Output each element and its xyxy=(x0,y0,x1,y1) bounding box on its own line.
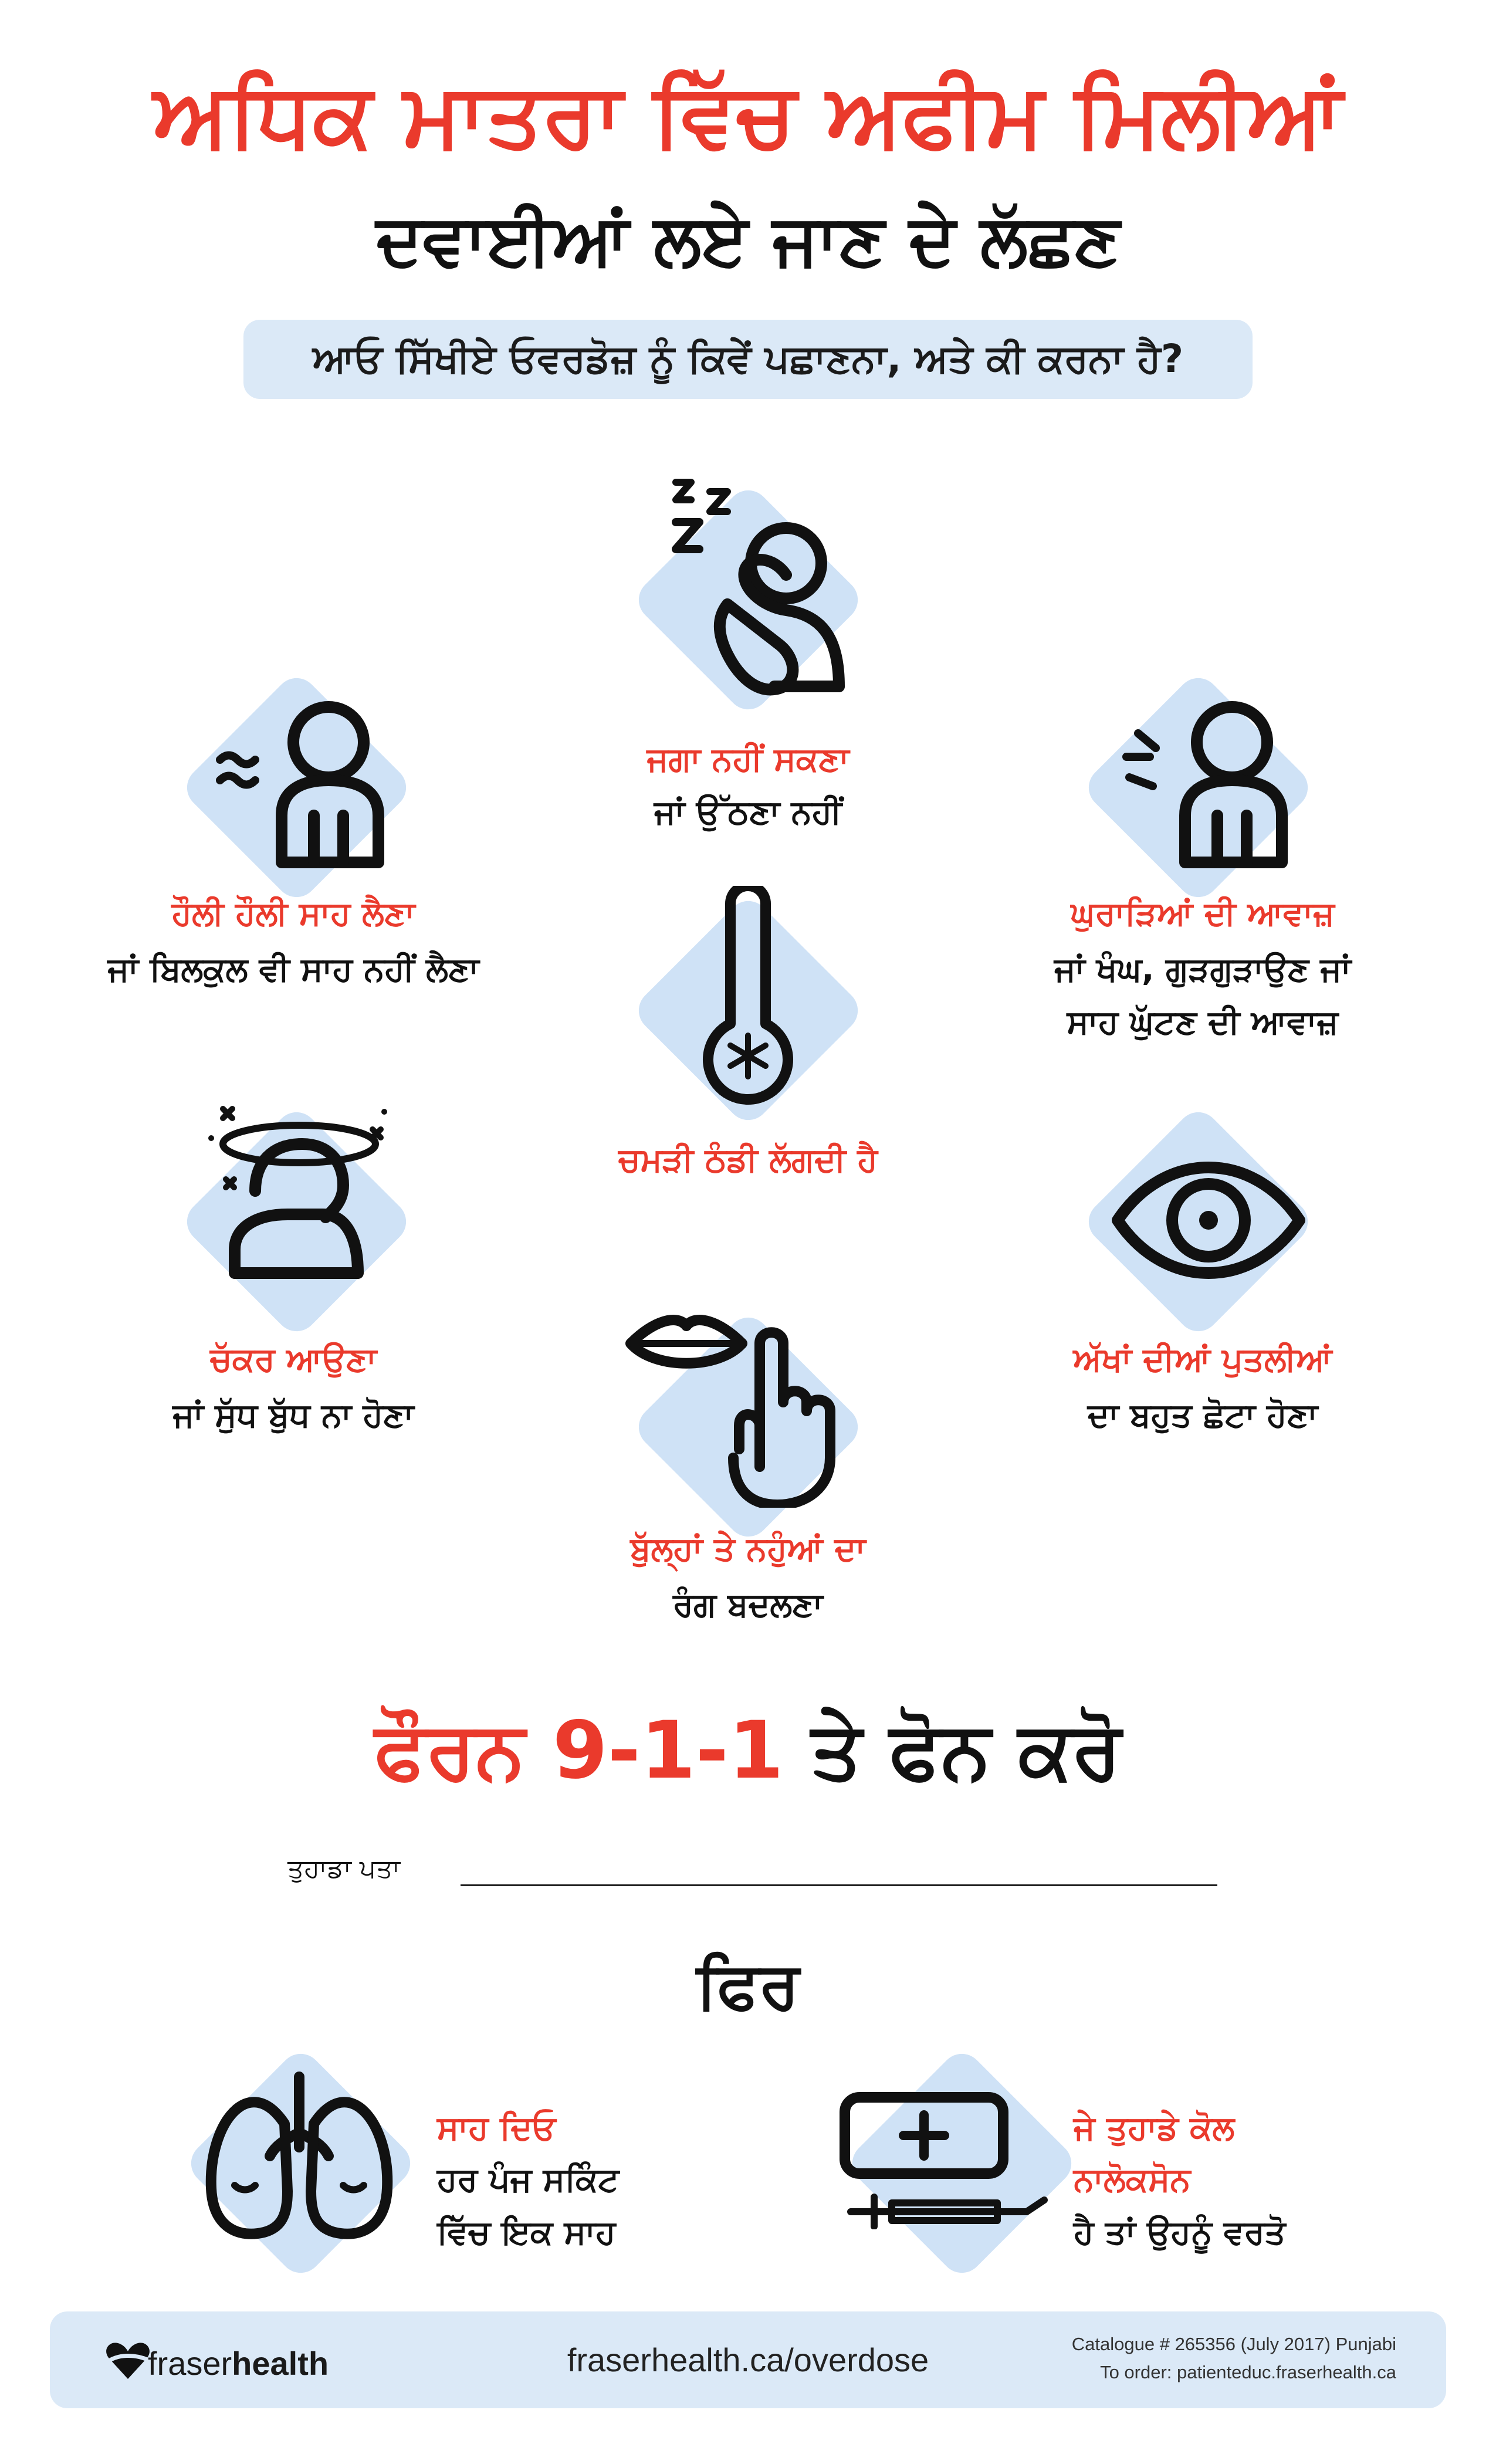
lips-label-red: ਬੁੱਲ੍ਹਾਂ ਤੇ ਨਹੁੰਆਂ ਦਾ xyxy=(630,1530,866,1568)
sleeping-person-icon xyxy=(663,469,862,704)
footer-url[interactable]: fraserhealth.ca/overdose xyxy=(567,2341,929,2378)
cold-skin-label-red: ਚਮੜੀ ਠੰਡੀ ਲੱਗਦੀ ਹੈ xyxy=(618,1141,878,1179)
naloxone-kit-icon xyxy=(839,2089,1050,2229)
lungs-icon xyxy=(202,2068,396,2244)
breathe-label-black-2: ਵਿੱਚ ਇਕ ਸਾਹ xyxy=(437,2213,616,2252)
gurgling-label-black-2: ਸਾਹ ਘੁੱਟਣ ਦੀ ਆਵਾਜ਼ xyxy=(1067,1003,1339,1041)
lips-finger-icon xyxy=(622,1308,868,1508)
slow-breathing-person-icon xyxy=(211,686,399,874)
dizzy-label-black: ਜਾਂ ਸੁੱਧ ਬੁੱਧ ਨਾ ਹੋਣਾ xyxy=(172,1396,414,1434)
breathing-label-black: ਜਾਂ ਬਿਲਕੁਲ ਵੀ ਸਾਹ ਨਹੀਂ ਲੈਣਾ xyxy=(107,950,479,989)
call-911-heading xyxy=(0,1704,1496,1798)
call-number: 9-1-1 xyxy=(552,1704,784,1796)
catalogue-info xyxy=(997,2330,1396,2387)
title-line-2: ਦਵਾਈਆਂ ਲਏ ਜਾਣ ਦੇ ਲੱਛਣ xyxy=(376,199,1120,281)
coughing-person-icon xyxy=(1115,686,1302,874)
breathe-label-red: ਸਾਹ ਦਿਓ xyxy=(437,2109,556,2147)
pupils-label-red: ਅੱਖਾਂ ਦੀਆਂ ਪੁਤਲੀਆਂ xyxy=(1073,1341,1332,1379)
sleep-label-red: ਜਗਾ ਨਹੀਂ ਸਕਣਾ xyxy=(647,740,849,779)
dizzy-person-icon xyxy=(199,1097,399,1291)
sleep-label-black: ਜਾਂ ਉੱਠਣਾ ਨਹੀਂ xyxy=(654,793,842,831)
logo-text-light: fraser xyxy=(148,2345,232,2382)
naloxone-label-red-2: ਨਾਲੋਕਸੋਨ xyxy=(1074,2161,1191,2199)
call-now-text: ਫੌਰਨ xyxy=(374,1704,553,1796)
dizzy-label-red: ਚੱਕਰ ਆਉਣਾ xyxy=(209,1341,377,1379)
then-heading: ਫਿਰ xyxy=(696,1948,800,2023)
address-line xyxy=(461,1884,1217,1886)
naloxone-label-red-1: ਜੇ ਤੁਹਾਡੇ ਕੋਲ xyxy=(1074,2109,1235,2147)
gurgling-label-black-1: ਜਾਂ ਖੰਘ, ਗੁੜਗੁੜਾਉਣ ਜਾਂ xyxy=(1054,950,1351,989)
subtitle-text: ਆਓ ਸਿੱਖੀਏ ਓਵਰਡੋਜ਼ ਨੂੰ ਕਿਵੇਂ ਪਛਾਣਨਾ, ਅਤੇ ਕੀ ਕਰਨਾ ਹੈ? xyxy=(312,336,1184,381)
breathe-label-black-1: ਹਰ ਪੰਜ ਸਕਿੰਟ xyxy=(437,2161,620,2199)
catalogue-number: Catalogue # 265356 (July 2017) Punjabi xyxy=(1071,2334,1396,2354)
subtitle-banner xyxy=(243,320,1253,399)
pupils-label-black: ਦਾ ਬਹੁਤ ਛੋਟਾ ਹੋਣਾ xyxy=(1087,1396,1318,1434)
lips-label-black: ਰੰਗ ਬਦਲਣਾ xyxy=(673,1586,823,1624)
title-line-1: ਅਧਿਕ ਮਾਤਰਾ ਵਿੱਚ ਅਫੀਮ ਮਿਲੀਆਂ xyxy=(153,65,1343,167)
thermometer-snowflake-icon xyxy=(701,886,795,1115)
gurgling-label-red: ਘੁਰਾੜਿਆਂ ਦੀ ਆਵਾਜ਼ xyxy=(1071,895,1335,933)
logo-text-bold: health xyxy=(232,2345,329,2382)
call-phone-text: ਤੇ ਫੋਨ ਕਰੋ xyxy=(783,1704,1122,1796)
breathing-label-red: ਹੌਲੀ ਹੌਲੀ ਸਾਹ ਲੈਣਾ xyxy=(171,895,415,933)
address-label: ਤੁਹਾਡਾ ਪਤਾ xyxy=(287,1854,401,1884)
naloxone-label-black: ਹੈ ਤਾਂ ਉਹਨੂੰ ਵਰਤੋ xyxy=(1074,2213,1286,2252)
eye-icon xyxy=(1109,1150,1308,1291)
order-info: To order: patienteduc.fraserhealth.ca xyxy=(1100,2362,1396,2382)
